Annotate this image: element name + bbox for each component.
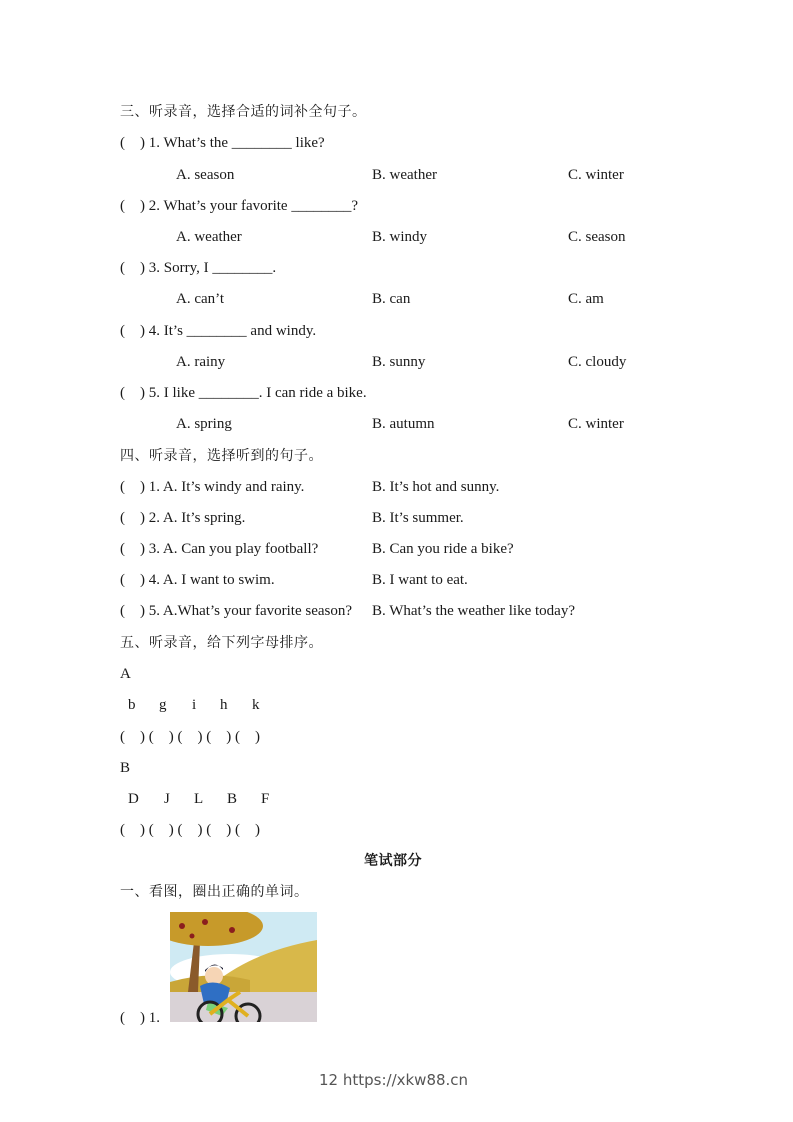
section4-title: 四、听录音，选择听到的句子。 <box>120 448 323 464</box>
s3-q4-option-b: B. sunny <box>372 354 426 370</box>
s3-q4-option-c: C. cloudy <box>568 354 627 370</box>
s3-q3-stem: ( ) 3. Sorry, I ________. <box>120 260 277 276</box>
group-a-letter: h <box>220 697 228 713</box>
section5-title: 五、听录音，给下列字母排序。 <box>120 635 323 651</box>
s3-q1-option-c: C. winter <box>568 167 624 183</box>
s4-q1-option-b: B. It’s hot and sunny. <box>372 479 500 495</box>
group-b-letter: F <box>261 791 270 807</box>
group-a-label: A <box>120 666 131 682</box>
s4-q2-option-a: ( ) 2. A. It’s spring. <box>120 510 246 526</box>
s3-q3-option-b: B. can <box>372 291 411 307</box>
section3-title: 三、听录音，选择合适的词补全句子。 <box>120 104 367 120</box>
page-footer: 12 https://xkw88.cn <box>319 1071 469 1089</box>
s3-q5-option-c: C. winter <box>568 416 624 432</box>
s4-q5-option-b: B. What’s the weather like today? <box>372 603 575 619</box>
s3-q5-option-b: B. autumn <box>372 416 435 432</box>
s4-q4-option-a: ( ) 4. A. I want to swim. <box>120 572 275 588</box>
group-a-letter: b <box>128 697 136 713</box>
s3-q5-stem: ( ) 5. I like ________. I can ride a bike. <box>120 385 367 401</box>
s3-q2-stem: ( ) 2. What’s your favorite ________? <box>120 198 359 214</box>
s3-q4-stem: ( ) 4. It’s ________ and windy. <box>120 323 317 339</box>
written-section1-title: 一、看图，圈出正确的单词。 <box>120 884 309 900</box>
s3-q3-option-a: A. can’t <box>176 291 225 307</box>
group-b-letter: B <box>227 791 238 807</box>
s4-q4-option-b: B. I want to eat. <box>372 572 468 588</box>
s3-q1-option-b: B. weather <box>372 167 437 183</box>
written-q1-label: ( ) 1. <box>120 1010 160 1026</box>
s3-q2-option-c: C. season <box>568 229 626 245</box>
s4-q2-option-b: B. It’s summer. <box>372 510 464 526</box>
s3-q2-option-a: A. weather <box>176 229 242 245</box>
boy-riding-bike-image <box>170 912 317 1022</box>
s4-q3-option-b: B. Can you ride a bike? <box>372 541 514 557</box>
group-a-letter: g <box>159 697 167 713</box>
s3-q2-option-b: B. windy <box>372 229 428 245</box>
s4-q5-option-a: ( ) 5. A.What’s your favorite season? <box>120 603 353 619</box>
group-b-label: B <box>120 760 131 776</box>
s3-q1-option-a: A. season <box>176 167 235 183</box>
s3-q3-option-c: C. am <box>568 291 604 307</box>
group-b-letter: J <box>164 791 170 807</box>
written-part-heading: 笔试部分 <box>364 853 422 869</box>
group-a-letter: k <box>252 697 260 713</box>
group-b-letter: D <box>128 791 139 807</box>
s3-q1-stem: ( ) 1. What’s the ________ like? <box>120 135 325 151</box>
s3-q5-option-a: A. spring <box>176 416 232 432</box>
group-a-letter: i <box>192 697 197 713</box>
group-a-blanks: ( ) ( ) ( ) ( ) ( ) <box>120 729 260 745</box>
group-b-blanks: ( ) ( ) ( ) ( ) ( ) <box>120 822 260 838</box>
s4-q1-option-a: ( ) 1. A. It’s windy and rainy. <box>120 479 305 495</box>
group-b-letter: L <box>194 791 204 807</box>
s3-q4-option-a: A. rainy <box>176 354 226 370</box>
s4-q3-option-a: ( ) 3. A. Can you play football? <box>120 541 319 557</box>
